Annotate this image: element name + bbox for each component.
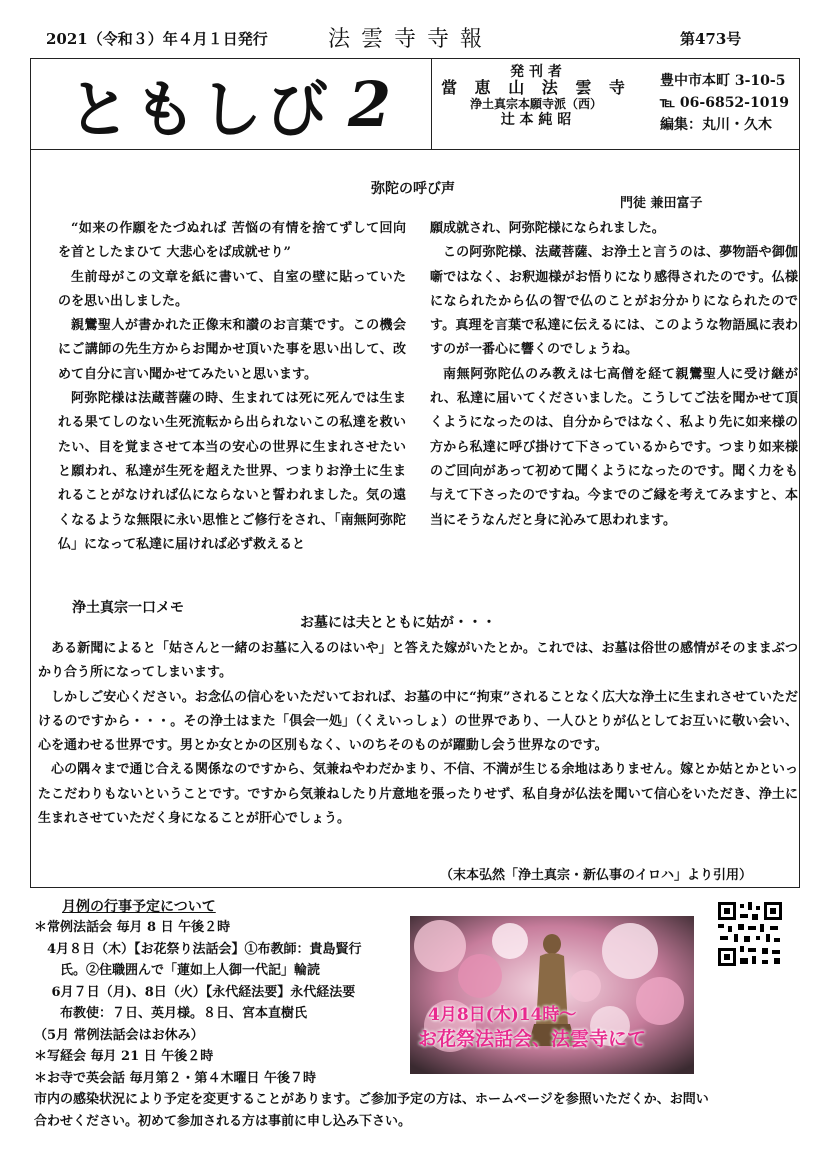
- title-text: ともしび: [68, 72, 333, 146]
- event-line: 6月７日（月)、8日（火）【永代経法要】永代経法要: [34, 984, 356, 1000]
- masthead-title: [30, 58, 432, 150]
- article-right-column: [430, 217, 798, 533]
- paragraph: この阿弥陀様、法蔵菩薩、お浄土と言うのは、夢物語や御伽噺ではなく、お釈迦様がお悟りになり感得されたのです。仏様になられたから仏の智で仏のことがお分かりになられたのです。真理を言葉で私達に伝えるには、このような物語風に表わすのが一番心に響くのでしょうね。: [430, 245, 798, 358]
- issue-date: 2021（令和３）年４月１日発行: [46, 30, 268, 48]
- paragraph: 南無阿弥陀仏のみ教えは七高僧を経て親鸞聖人に受け継がれ、私達に届いてくださいました。こうしてご法を聞かせて頂くようになったのは、自分からではなく、私より先に如来様の方から私達に呼び掛けて下さっているからです。つまり如来様のご回向があって初めて聞くようになったのです。聞く力をも与えて下さったのですね。今までのご縁を考えてみますと、本当にそうなんだと身に沁みて思われます。: [430, 366, 798, 528]
- paragraph: ある新聞によると「姑さんと一緒のお墓に入るのはいや」と答えた嫁がいたとか。これでは、お墓は俗世の感情がそのままぶつかり合う所になってしまいます。: [38, 641, 798, 681]
- photo-caption-event: お花祭法話会、法雲寺にて: [418, 1028, 647, 1050]
- paragraph: 生前母がこの文章を紙に書いて、自室の壁に貼っていたのを思い出しました。: [58, 269, 406, 309]
- photo-caption-date: 4月8日(木)14時～: [428, 1005, 577, 1025]
- article-left-column: [58, 217, 406, 557]
- memo-citation: （末本弘然「浄土真宗・新仏事のイロハ」より引用）: [440, 868, 753, 883]
- address: 豊中市本町 3-10-5: [660, 73, 786, 89]
- publisher-label: 発 刊 者: [510, 64, 562, 80]
- event-line: 氏。②住職囲んで「蓮如上人御一代記」輪読: [34, 963, 321, 978]
- title-number: 2: [348, 67, 396, 141]
- memo-subtitle: お墓には夫とともに姑が・・・: [300, 615, 496, 631]
- priest-name: 辻 本 純 昭: [500, 112, 572, 128]
- memo-heading: 浄土真宗一口メモ: [72, 600, 184, 616]
- event-line: 布教使：７日、英月様。８日、宮本直樹氏: [34, 1006, 308, 1021]
- sect-name: 浄土真宗本願寺派（西）: [469, 97, 602, 111]
- address-block: [660, 70, 789, 136]
- issue-number: 第473号: [680, 30, 742, 48]
- event-line: ＊写経会 毎月 21 日 午後２時: [34, 1049, 214, 1064]
- events-list: [34, 917, 414, 1089]
- temple-name: 當 恵 山 法 雲 寺: [441, 78, 631, 97]
- event-line: 4月８日（木）【お花祭り法話会】①布教師：貴島賢行: [34, 941, 362, 957]
- paragraph: しかしご安心ください。お念仏の信心をいただいておれば、お墓の中に“拘束”されることなく広大な浄土に生まれさせていただけるのですから・・・。その浄土はまた「倶会一処」（くえいっしょ）の世界であり、一人ひとりが仏としてお互いに敬い会い、心を通わせる世界です。男とか女とかの区別もなく、いのちそのものが躍動し会う世界なのです。: [38, 689, 798, 754]
- article-title: 弥陀の呼び声: [371, 181, 455, 197]
- paragraph: 心の隅々まで通じ合える関係なのですから、気兼ねやわだかまり、不信、不満が生じる余地はありません。嫁とか姑とかといったこだわりもないということです。ですから気兼ねしたり片意地を張ったりせず、私自身が仏法を聞いて信心をいただき、浄土に生まれさせていただく身になることが肝心でしょう。: [38, 762, 798, 827]
- event-line: （5月 常例法話会はお休み）: [34, 1027, 204, 1043]
- paragraph: 願成就され、阿弥陀様になられました。: [430, 221, 665, 236]
- editors: 編集：丸川・久木: [660, 117, 772, 133]
- hanamatsuri-photo: [410, 916, 694, 1074]
- paragraph: “如来の作願をたづぬれば 苦悩の有情を捨てずして回向を首としたまひて 大悲心をば成就せり”: [58, 221, 406, 261]
- qr-code-icon: [716, 900, 784, 968]
- paper-name: 法 雲 寺 寺 報: [328, 27, 484, 52]
- publisher-block: [440, 64, 632, 128]
- article-author: 門徒 兼田富子: [620, 196, 703, 211]
- schedule-notice: 市内の感染状況により予定を変更することがあります。ご参加予定の方は、ホームページを参照いただくか、お問い合わせください。初めて参加される方は事前に申し込み下さい。: [34, 1092, 709, 1129]
- phone: ℡ 06-6852-1019: [660, 95, 789, 111]
- event-line: ＊常例法話会 毎月 8 日 午後２時: [34, 920, 231, 935]
- memo-body: [38, 637, 798, 831]
- qr-code: [716, 900, 784, 968]
- event-line: ＊お寺で英会話 毎月第２・第４木曜日 午後７時: [34, 1070, 317, 1086]
- paragraph: 親鸞聖人が書かれた正像末和讃のお言葉です。この機会にご講師の先生方からお聞かせ頂いた事を思い出して、改めて自分に言い聞かせてみたいと思います。: [58, 318, 406, 382]
- paragraph: 阿弥陀様は法蔵菩薩の時、生まれては死に死んでは生まれる果てしのない生死流転から出られないこの私達を救いたい、目を覚まさせて本当の安心の世界に生まれさせたいと願われ、私達が生死を超えた世界、つまりお浄土に生まれることがなければ仏にならないと誓われました。気の遠くなるような無限に永い思惟とご修行をされ、「南無阿弥陀仏」になって私達に届ければ必ず救えると: [58, 391, 406, 552]
- events-title: 月例の行事予定について: [62, 899, 216, 915]
